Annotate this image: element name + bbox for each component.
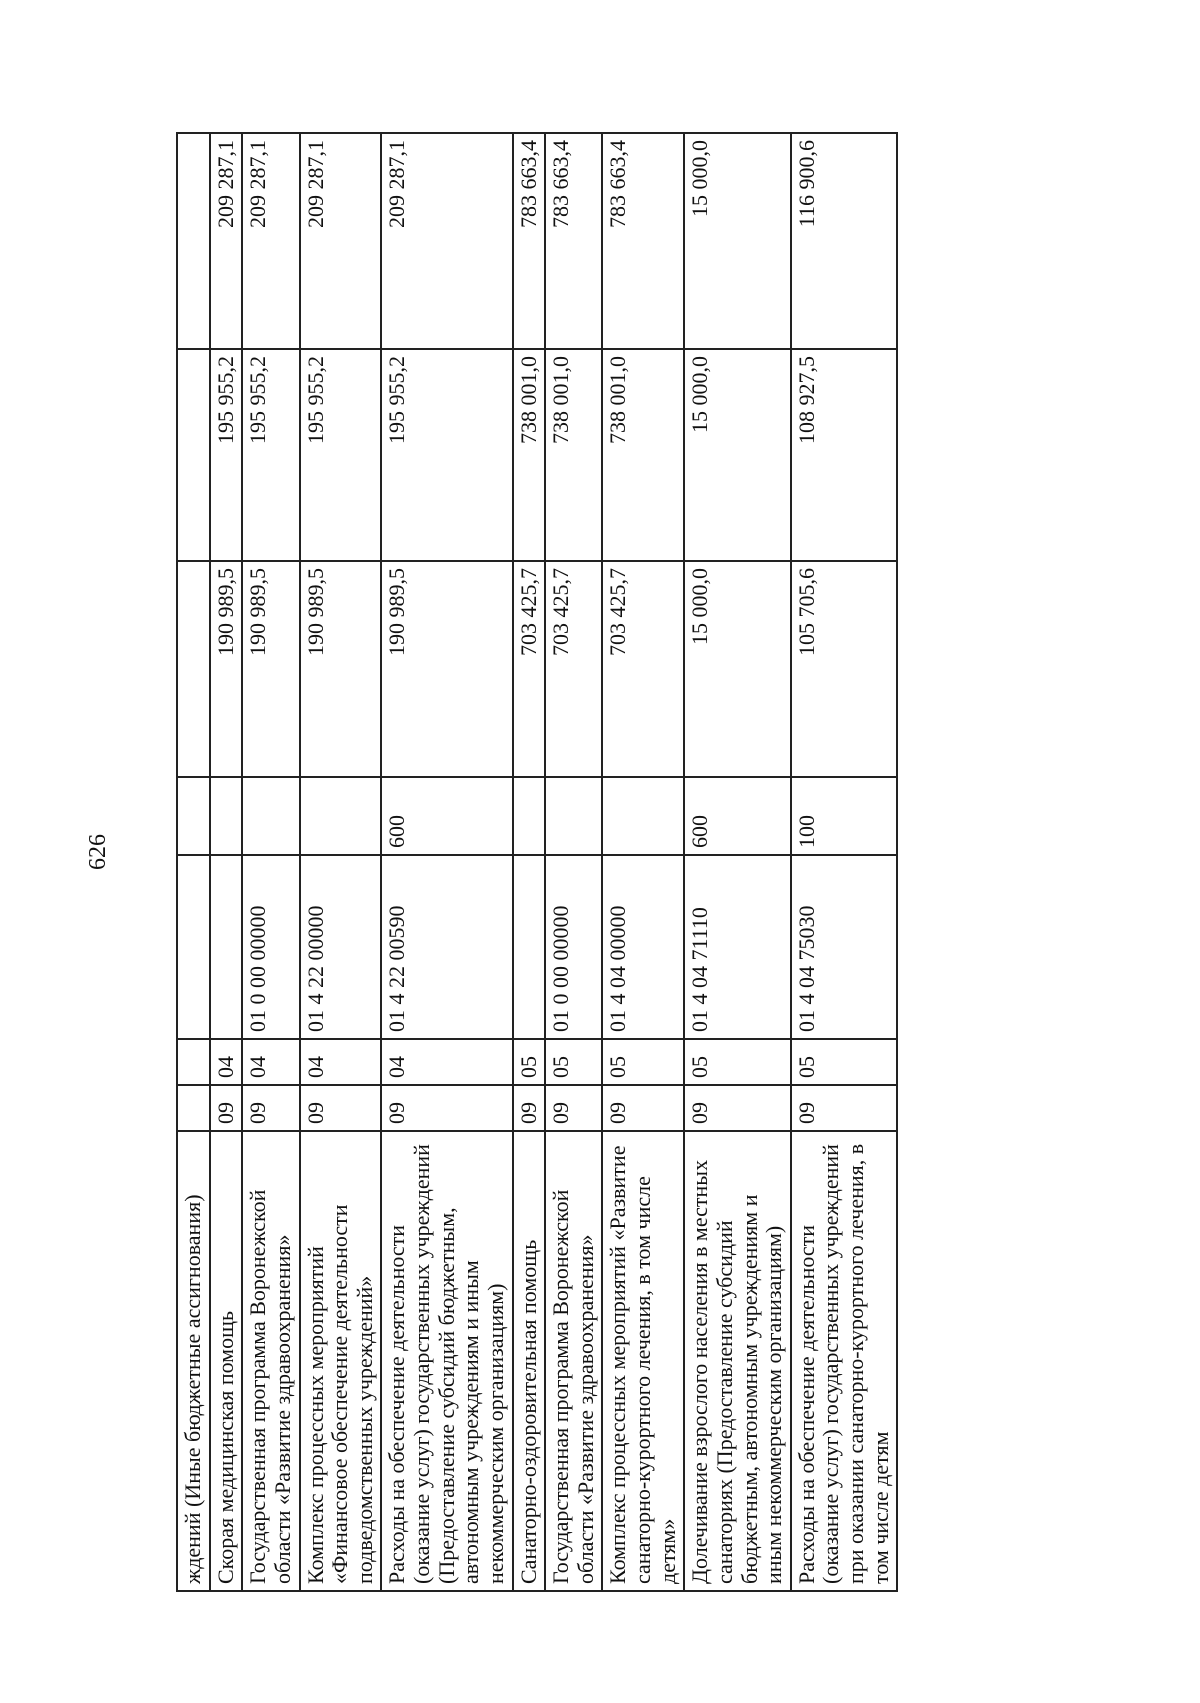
row-name-cell: Комплекс процессных мероприятий «Финансовое обеспечение деятельности подведомственных учреждений» xyxy=(300,1131,382,1591)
amount-year3-cell: 783 663,4 xyxy=(602,133,684,349)
amount-year3-cell: 783 663,4 xyxy=(513,133,546,349)
subsection-code-cell: 05 xyxy=(684,1039,791,1085)
amount-year1-cell: 15 000,0 xyxy=(684,561,791,777)
expense-type-cell xyxy=(602,777,684,855)
amount-year1-cell: 190 989,5 xyxy=(381,561,512,777)
section-code-cell: 09 xyxy=(602,1085,684,1131)
expense-type-cell xyxy=(177,777,210,855)
amount-year3-cell: 783 663,4 xyxy=(545,133,602,349)
amount-year2-cell: 195 955,2 xyxy=(381,349,512,561)
row-name-cell: Санаторно-оздоровительная помощь xyxy=(513,1131,546,1591)
subsection-code-cell: 04 xyxy=(381,1039,512,1085)
budget-table-body xyxy=(177,133,897,1591)
table-row xyxy=(210,133,243,1591)
amount-year2-cell: 738 001,0 xyxy=(602,349,684,561)
subsection-code-cell: 05 xyxy=(513,1039,546,1085)
target-article-cell xyxy=(210,855,243,1039)
row-name-cell: Расходы на обеспечение деятельности (оказание услуг) государственных учреждений при оказании санаторно-курортного лечения, в том числе детям xyxy=(791,1131,898,1591)
table-row xyxy=(545,133,602,1591)
amount-year2-cell: 738 001,0 xyxy=(513,349,546,561)
amount-year3-cell: 209 287,1 xyxy=(242,133,299,349)
amount-year2-cell: 15 000,0 xyxy=(684,349,791,561)
row-name-cell: Скорая медицинская помощь xyxy=(210,1131,243,1591)
amount-year1-cell: 105 705,6 xyxy=(791,561,898,777)
target-article-cell: 01 4 04 00000 xyxy=(602,855,684,1039)
section-code-cell: 09 xyxy=(210,1085,243,1131)
target-article-cell: 01 4 22 00000 xyxy=(300,855,382,1039)
row-name-cell: Долечивание взрослого населения в местных санаториях (Предоставление субсидий бюджетным, автономным учреждениям и иным некоммерческим организациям) xyxy=(684,1131,791,1591)
table-row xyxy=(177,133,210,1591)
amount-year2-cell: 738 001,0 xyxy=(545,349,602,561)
subsection-code-cell: 04 xyxy=(210,1039,243,1085)
expense-type-cell xyxy=(242,777,299,855)
section-code-cell: 09 xyxy=(545,1085,602,1131)
expense-type-cell: 100 xyxy=(791,777,898,855)
section-code-cell xyxy=(177,1085,210,1131)
row-name-cell: Комплекс процессных мероприятий «Развитие санаторно-курортного лечения, в том числе детям» xyxy=(602,1131,684,1591)
amount-year1-cell: 703 425,7 xyxy=(545,561,602,777)
expense-type-cell xyxy=(513,777,546,855)
subsection-code-cell: 04 xyxy=(242,1039,299,1085)
amount-year1-cell xyxy=(177,561,210,777)
expense-type-cell: 600 xyxy=(381,777,512,855)
budget-table xyxy=(176,132,898,1592)
target-article-cell: 01 4 22 00590 xyxy=(381,855,512,1039)
subsection-code-cell: 04 xyxy=(300,1039,382,1085)
section-code-cell: 09 xyxy=(513,1085,546,1131)
target-article-cell: 01 4 04 71110 xyxy=(684,855,791,1039)
amount-year1-cell: 190 989,5 xyxy=(210,561,243,777)
table-row xyxy=(791,133,898,1591)
amount-year1-cell: 190 989,5 xyxy=(242,561,299,777)
amount-year1-cell: 703 425,7 xyxy=(602,561,684,777)
amount-year2-cell: 195 955,2 xyxy=(300,349,382,561)
table-row xyxy=(513,133,546,1591)
target-article-cell xyxy=(513,855,546,1039)
expense-type-cell xyxy=(300,777,382,855)
amount-year3-cell xyxy=(177,133,210,349)
section-code-cell: 09 xyxy=(684,1085,791,1131)
amount-year3-cell: 209 287,1 xyxy=(381,133,512,349)
amount-year2-cell: 195 955,2 xyxy=(242,349,299,561)
page-number: 626 xyxy=(85,834,111,870)
section-code-cell: 09 xyxy=(791,1085,898,1131)
amount-year1-cell: 190 989,5 xyxy=(300,561,382,777)
amount-year3-cell: 209 287,1 xyxy=(210,133,243,349)
row-name-cell: ждений (Иные бюджетные ассигнования) xyxy=(177,1131,210,1591)
table-row xyxy=(381,133,512,1591)
amount-year1-cell: 703 425,7 xyxy=(513,561,546,777)
section-code-cell: 09 xyxy=(300,1085,382,1131)
subsection-code-cell xyxy=(177,1039,210,1085)
row-name-cell: Расходы на обеспечение деятельности (оказание услуг) государственных учреждений (Предоставление субсидий бюджетным, автономным учреждениям и иным некоммерческим организациям) xyxy=(381,1131,512,1591)
target-article-cell xyxy=(177,855,210,1039)
subsection-code-cell: 05 xyxy=(791,1039,898,1085)
expense-type-cell xyxy=(545,777,602,855)
expense-type-cell xyxy=(210,777,243,855)
expense-type-cell: 600 xyxy=(684,777,791,855)
row-name-cell: Государственная программа Воронежской области «Развитие здравоохранения» xyxy=(242,1131,299,1591)
amount-year3-cell: 15 000,0 xyxy=(684,133,791,349)
subsection-code-cell: 05 xyxy=(545,1039,602,1085)
amount-year2-cell: 195 955,2 xyxy=(210,349,243,561)
row-name-cell: Государственная программа Воронежской области «Развитие здравоохранения» xyxy=(545,1131,602,1591)
amount-year3-cell: 116 900,6 xyxy=(791,133,898,349)
section-code-cell: 09 xyxy=(242,1085,299,1131)
table-row xyxy=(300,133,382,1591)
table-row xyxy=(602,133,684,1591)
table-row xyxy=(242,133,299,1591)
target-article-cell: 01 0 00 00000 xyxy=(545,855,602,1039)
amount-year2-cell: 108 927,5 xyxy=(791,349,898,561)
target-article-cell: 01 0 00 00000 xyxy=(242,855,299,1039)
section-code-cell: 09 xyxy=(381,1085,512,1131)
table-row xyxy=(684,133,791,1591)
amount-year2-cell xyxy=(177,349,210,561)
amount-year3-cell: 209 287,1 xyxy=(300,133,382,349)
subsection-code-cell: 05 xyxy=(602,1039,684,1085)
budget-table-container xyxy=(176,134,1044,1592)
target-article-cell: 01 4 04 75030 xyxy=(791,855,898,1039)
